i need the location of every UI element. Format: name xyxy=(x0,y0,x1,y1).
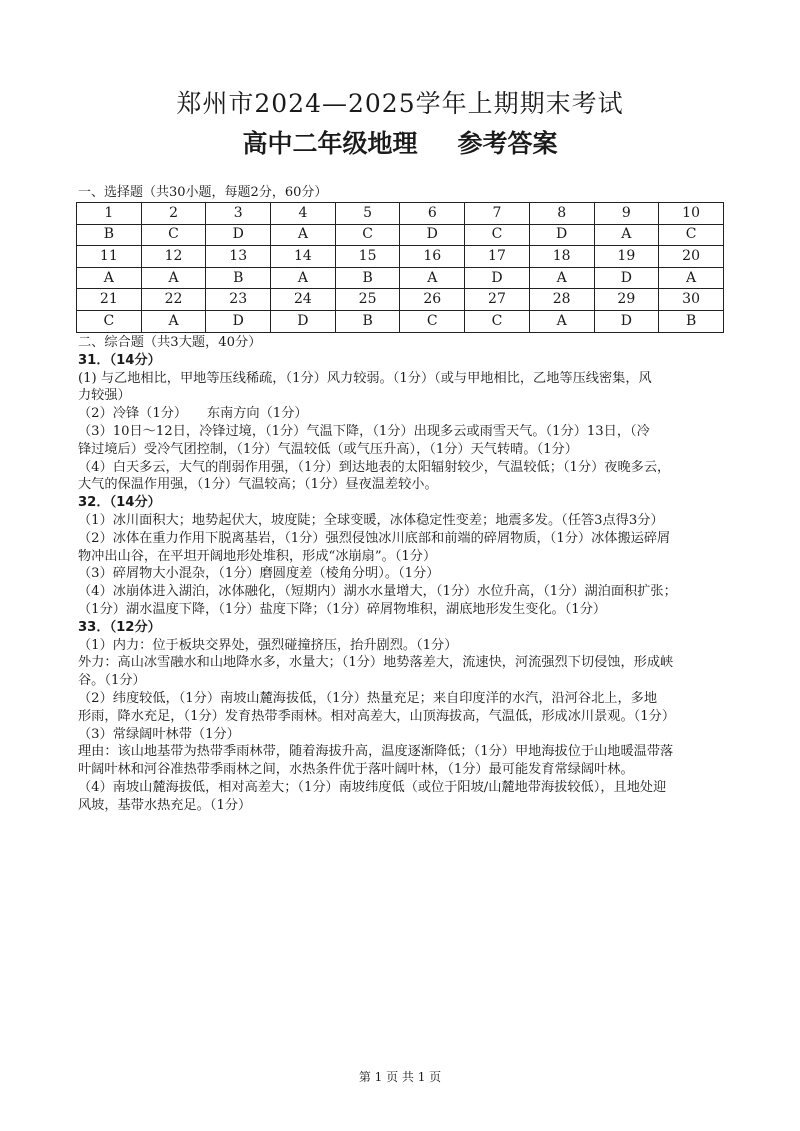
question-number-cell: 24 xyxy=(271,289,336,311)
question-33-heading: 33．（12分） xyxy=(78,619,161,635)
answer-line: （3）碎屑物大小混杂，（1分）磨圆度差（棱角分明）。（1分） xyxy=(78,566,440,582)
answer-cell: D xyxy=(465,267,530,289)
answer-row xyxy=(77,267,724,289)
answer-line: 大气的保温作用强，（1分）气温较高；（1分）昼夜温差较小。 xyxy=(78,477,438,493)
question-number-cell: 16 xyxy=(400,246,465,268)
answer-line: 风坡，基带水热充足。（1分） xyxy=(78,797,252,813)
question-number-cell: 23 xyxy=(206,289,271,311)
answer-cell: A xyxy=(659,267,724,289)
answer-line: （1分）湖水温度下降，（1分）盐度下降；（1分）碎屑物堆积，湖底地形发生变化。（1分） xyxy=(78,601,607,617)
answer-line: （2）纬度较低，（1分）南坡山麓海拔低，（1分）热量充足；来自印度洋的水汽，沿河谷北上，多地 xyxy=(78,690,658,706)
answer-line: （4）南坡山麓海拔低，相对高差大；（1分）南坡纬度低（或位于阳坡/山麓地带海拔较低），且地处迎 xyxy=(78,779,667,795)
answer-cell: D xyxy=(594,267,659,289)
question-number-cell: 5 xyxy=(335,203,400,225)
answer-cell: A xyxy=(529,310,594,332)
page-footer: 第 1 页 共 1 页 xyxy=(358,1070,442,1084)
answer-cell: D xyxy=(594,310,659,332)
answer-line: （2）冰体在重力作用下脱离基岩，（1分）强烈侵蚀冰川底部和前端的碎屑物质，（1分）冰体搬运碎屑 xyxy=(78,530,671,546)
answer-cell: D xyxy=(400,224,465,246)
question-number-cell: 22 xyxy=(141,289,206,311)
answer-line: (1) 与乙地相比，甲地等压线稀疏，（1分）风力较弱。（1分）（或与甲地相比，乙地等压线密集，风 xyxy=(78,370,652,386)
answer-cell: B xyxy=(206,267,271,289)
section1-heading: 一、选择题（共30小题，每题2分，60分） xyxy=(78,185,328,200)
question-number-cell: 4 xyxy=(271,203,336,225)
question-number-cell: 8 xyxy=(529,203,594,225)
exam-title: 郑州市2024—2025学年上期期末考试 xyxy=(176,89,624,118)
answer-cell: A xyxy=(77,267,142,289)
question-number-cell: 12 xyxy=(141,246,206,268)
answer-cell: C xyxy=(465,224,530,246)
question-number-cell: 13 xyxy=(206,246,271,268)
question-32 xyxy=(78,494,724,619)
answer-line: （1）内力：位于板块交界处，强烈碰撞挤压，抬升剧烈。（1分） xyxy=(78,637,458,653)
question-number-cell: 9 xyxy=(594,203,659,225)
question-number-cell: 10 xyxy=(659,203,724,225)
answer-cell: A xyxy=(271,224,336,246)
answer-row xyxy=(77,224,724,246)
answer-cell: D xyxy=(206,224,271,246)
answer-cell: B xyxy=(335,267,400,289)
subtitle-grade-subject: 高中二年级地理 xyxy=(242,129,418,158)
answer-cell: A xyxy=(271,267,336,289)
section2-heading: 二、综合题（共3大题，40分） xyxy=(78,335,262,350)
comprehensive-section xyxy=(78,334,724,815)
question-number-cell: 7 xyxy=(465,203,530,225)
question-number-cell: 6 xyxy=(400,203,465,225)
question-31 xyxy=(78,352,724,494)
answer-cell: A xyxy=(141,310,206,332)
answer-line: （3）常绿阔叶林带（1分） xyxy=(78,726,240,742)
answer-cell: D xyxy=(271,310,336,332)
answer-cell: A xyxy=(141,267,206,289)
answer-line: 形雨，降水充足，（1分）发育热带季雨林。相对高差大，山顶海拔高，气温低，形成冰川景观。（1分） xyxy=(78,708,676,724)
answer-cell: A xyxy=(400,267,465,289)
answer-line: （3）10日～12日，冷锋过境，（1分）气温下降，（1分）出现多云或雨雪天气。（1分）13日，（冷 xyxy=(78,423,650,439)
question-number-cell: 25 xyxy=(335,289,400,311)
question-number-cell: 17 xyxy=(465,246,530,268)
question-number-cell: 29 xyxy=(594,289,659,311)
answer-line: 理由：该山地基带为热带季雨林带，随着海拔升高，温度逐渐降低；（1分）甲地海拔位于山地暖温带落 xyxy=(78,744,674,760)
answer-line: （1）冰川面积大；地势起伏大，坡度陡；全球变暖，冰体稳定性变差；地震多发。（任答3点得3分） xyxy=(78,512,664,528)
answer-cell: C xyxy=(659,224,724,246)
question-number-cell: 30 xyxy=(659,289,724,311)
subtitle-answer-key: 参考答案 xyxy=(457,129,558,158)
question-number-cell: 20 xyxy=(659,246,724,268)
answer-line: 力较强） xyxy=(78,388,131,404)
answer-table xyxy=(76,202,724,333)
question-32-heading: 32．（14分） xyxy=(78,495,161,511)
question-number-cell: 19 xyxy=(594,246,659,268)
answer-cell: C xyxy=(77,310,142,332)
question-number-cell: 18 xyxy=(529,246,594,268)
answer-cell: C xyxy=(400,310,465,332)
question-33 xyxy=(78,619,724,815)
question-number-cell: 14 xyxy=(271,246,336,268)
question-number-cell: 11 xyxy=(77,246,142,268)
question-number-cell: 28 xyxy=(529,289,594,311)
answer-row xyxy=(77,310,724,332)
question-number-cell: 15 xyxy=(335,246,400,268)
answer-line: （4）冰崩体进入湖泊，冰体融化，（短期内）湖水水量增大，（1分）水位升高，（1分）湖泊面积扩张； xyxy=(78,584,677,600)
answer-cell: D xyxy=(529,224,594,246)
exam-subtitle xyxy=(0,124,800,160)
question-number-cell: 3 xyxy=(206,203,271,225)
question-31-heading: 31．（14分） xyxy=(78,352,161,368)
answer-cell: A xyxy=(594,224,659,246)
question-number-row xyxy=(77,289,724,311)
answer-line: 锋过境后）受冷气团控制，（1分）气温较低（或气压升高），（1分）天气转晴。（1分） xyxy=(78,441,578,457)
answer-cell: B xyxy=(77,224,142,246)
answer-cell: B xyxy=(335,310,400,332)
answer-line: 物冲出山谷，在平坦开阔地形处堆积，形成“冰崩扇”。（1分） xyxy=(78,548,437,564)
question-number-row xyxy=(77,246,724,268)
question-number-cell: 26 xyxy=(400,289,465,311)
answer-cell: C xyxy=(335,224,400,246)
question-number-cell: 2 xyxy=(141,203,206,225)
question-number-cell: 1 xyxy=(77,203,142,225)
answer-line: 谷。（1分） xyxy=(78,673,146,689)
answer-line: 外力：高山冰雪融水和山地降水多，水量大；（1分）地势落差大，流速快，河流强烈下切侵蚀，形成峡 xyxy=(78,655,674,671)
answer-cell: C xyxy=(141,224,206,246)
question-number-row xyxy=(77,203,724,225)
question-number-cell: 21 xyxy=(77,289,142,311)
answer-cell: B xyxy=(659,310,724,332)
answer-line: （2）冷锋（1分） 东南方向（1分） xyxy=(78,406,308,422)
answer-cell: A xyxy=(529,267,594,289)
answer-line: （4）白天多云，大气的削弱作用强，（1分）到达地表的太阳辐射较少，气温较低；（1分）夜晚多云， xyxy=(78,459,671,475)
answer-cell: C xyxy=(465,310,530,332)
answer-cell: D xyxy=(206,310,271,332)
answer-line: 叶阔叶林和河谷准热带季雨林之间，水热条件优于落叶阔叶林，（1分）最可能发育常绿阔叶林。 xyxy=(78,762,634,778)
question-number-cell: 27 xyxy=(465,289,530,311)
